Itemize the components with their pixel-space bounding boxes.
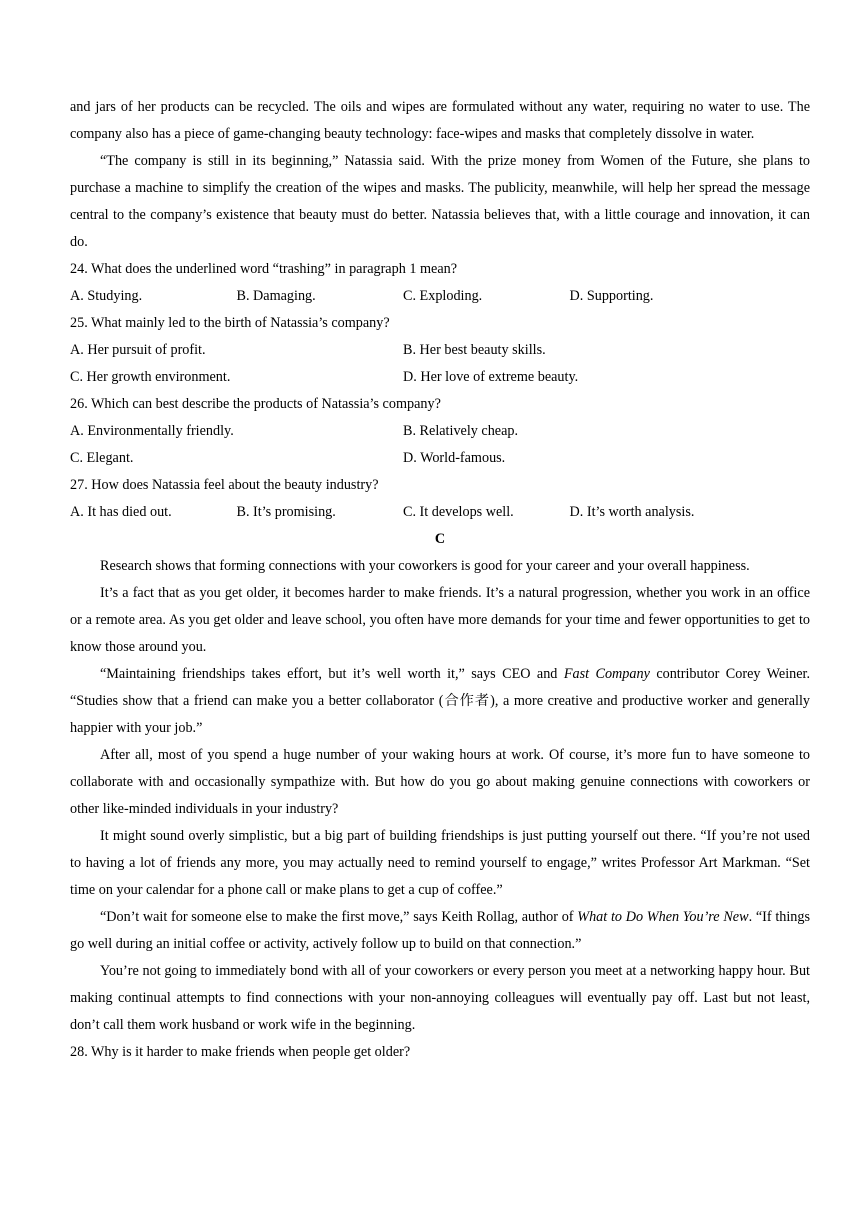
option-d: D. It’s worth analysis. (569, 504, 695, 520)
passage-c-paragraph: It might sound overly simplistic, but a big part of building friendships is just putting yourself out there. “If you’re not used to having a lot of friends any more, you may actually need to remind yourself to engage,” writes Professor Art Markman. “Set time on your calendar for a phone call or make plans to get a cup of coffee.” (70, 828, 810, 898)
passage-c-paragraph: After all, most of you spend a huge number of your waking hours at work. Of course, it’s more fun to have someone to collaborate with and occasionally sympathize with. But how do you go about making genuine connections with coworkers or other like-minded individuals in your industry? (70, 747, 810, 817)
question-24-options (70, 283, 810, 310)
option-c: C. Elegant. (70, 450, 134, 466)
passage-c-paragraph (70, 904, 810, 958)
option-b: B. Relatively cheap. (403, 423, 519, 439)
question-26-stem: 26. Which can best describe the products of Natassia’s company? (70, 396, 441, 412)
option-d: D. Supporting. (569, 288, 654, 304)
passage-c-paragraph: You’re not going to immediately bond with all of your coworkers or every person you meet at a networking happy hour. But making continual attempts to find connections with your non-annoying colleagues will eventually pay off. Last but not least, don’t call them work husband or work wife in the beginning. (70, 963, 810, 1033)
option-a: A. It has died out. (70, 504, 172, 520)
text-run: “Don’t wait for someone else to make the first move,” says Keith Rollag, author of (100, 909, 578, 925)
italic-title: Fast Company (563, 666, 650, 682)
document-body (70, 94, 810, 1066)
question-27-options (70, 499, 810, 526)
question-25-stem: 25. What mainly led to the birth of Natassia’s company? (70, 315, 390, 331)
option-b: B. Her best beauty skills. (403, 342, 546, 358)
option-d: D. Her love of extreme beauty. (403, 369, 579, 385)
passage-c-paragraph: It’s a fact that as you get older, it becomes harder to make friends. It’s a natural progression, whether you work in an office or a remote area. As you get older and leave school, you often have more demands for your time and fewer opportunities to get to know those around you. (70, 585, 810, 655)
section-heading: C (434, 531, 446, 547)
option-c: C. Exploding. (403, 288, 483, 304)
option-a: A. Studying. (70, 288, 143, 304)
option-a: A. Environmentally friendly. (70, 423, 234, 439)
question-25-options-row1 (70, 337, 810, 364)
question-28-stem: 28. Why is it harder to make friends when people get older? (70, 1044, 411, 1060)
question-26-options-row2 (70, 445, 810, 472)
option-c: C. It develops well. (403, 504, 514, 520)
passage-c-paragraph: Research shows that forming connections with your coworkers is good for your career and your overall happiness. (100, 558, 750, 574)
option-b: B. It’s promising. (236, 504, 336, 520)
option-d: D. World-famous. (403, 450, 506, 466)
text-run: “Maintaining friendships takes effort, but it’s well worth it,” says CEO and (100, 666, 564, 682)
option-b: B. Damaging. (236, 288, 316, 304)
italic-title: What to Do When You’re New (577, 909, 749, 925)
option-c: C. Her growth environment. (70, 369, 231, 385)
passage-c-paragraph (70, 661, 810, 742)
question-24-stem: 24. What does the underlined word “trashing” in paragraph 1 mean? (70, 261, 458, 277)
question-26-options-row1 (70, 418, 810, 445)
text-run: contributor Corey Weiner. “Studies show that a friend can make you a better collaborator (合作者), a more creative and productive worker and generally happier with your job.” (70, 666, 811, 736)
question-27-stem: 27. How does Natassia feel about the beauty industry? (70, 477, 379, 493)
question-25-options-row2 (70, 364, 810, 391)
passage-b-paragraph: and jars of her products can be recycled. The oils and wipes are formulated without any water, requiring no water to use. The company also has a piece of game-changing beauty technology: face-wipes and masks that completely dissolve in water. (70, 99, 810, 142)
text-run: . “If things go well during an initial coffee or activity, actively follow up to build on that connection.” (70, 909, 811, 952)
passage-b-paragraph: “The company is still in its beginning,” Natassia said. With the prize money from Women of the Future, she plans to purchase a machine to simplify the creation of the wipes and masks. The publicity, meanwhile, will help her spread the message central to the company’s existence that beauty must do better. Natassia believes that, with a little courage and innovation, it can do. (70, 153, 810, 250)
option-a: A. Her pursuit of profit. (70, 342, 206, 358)
